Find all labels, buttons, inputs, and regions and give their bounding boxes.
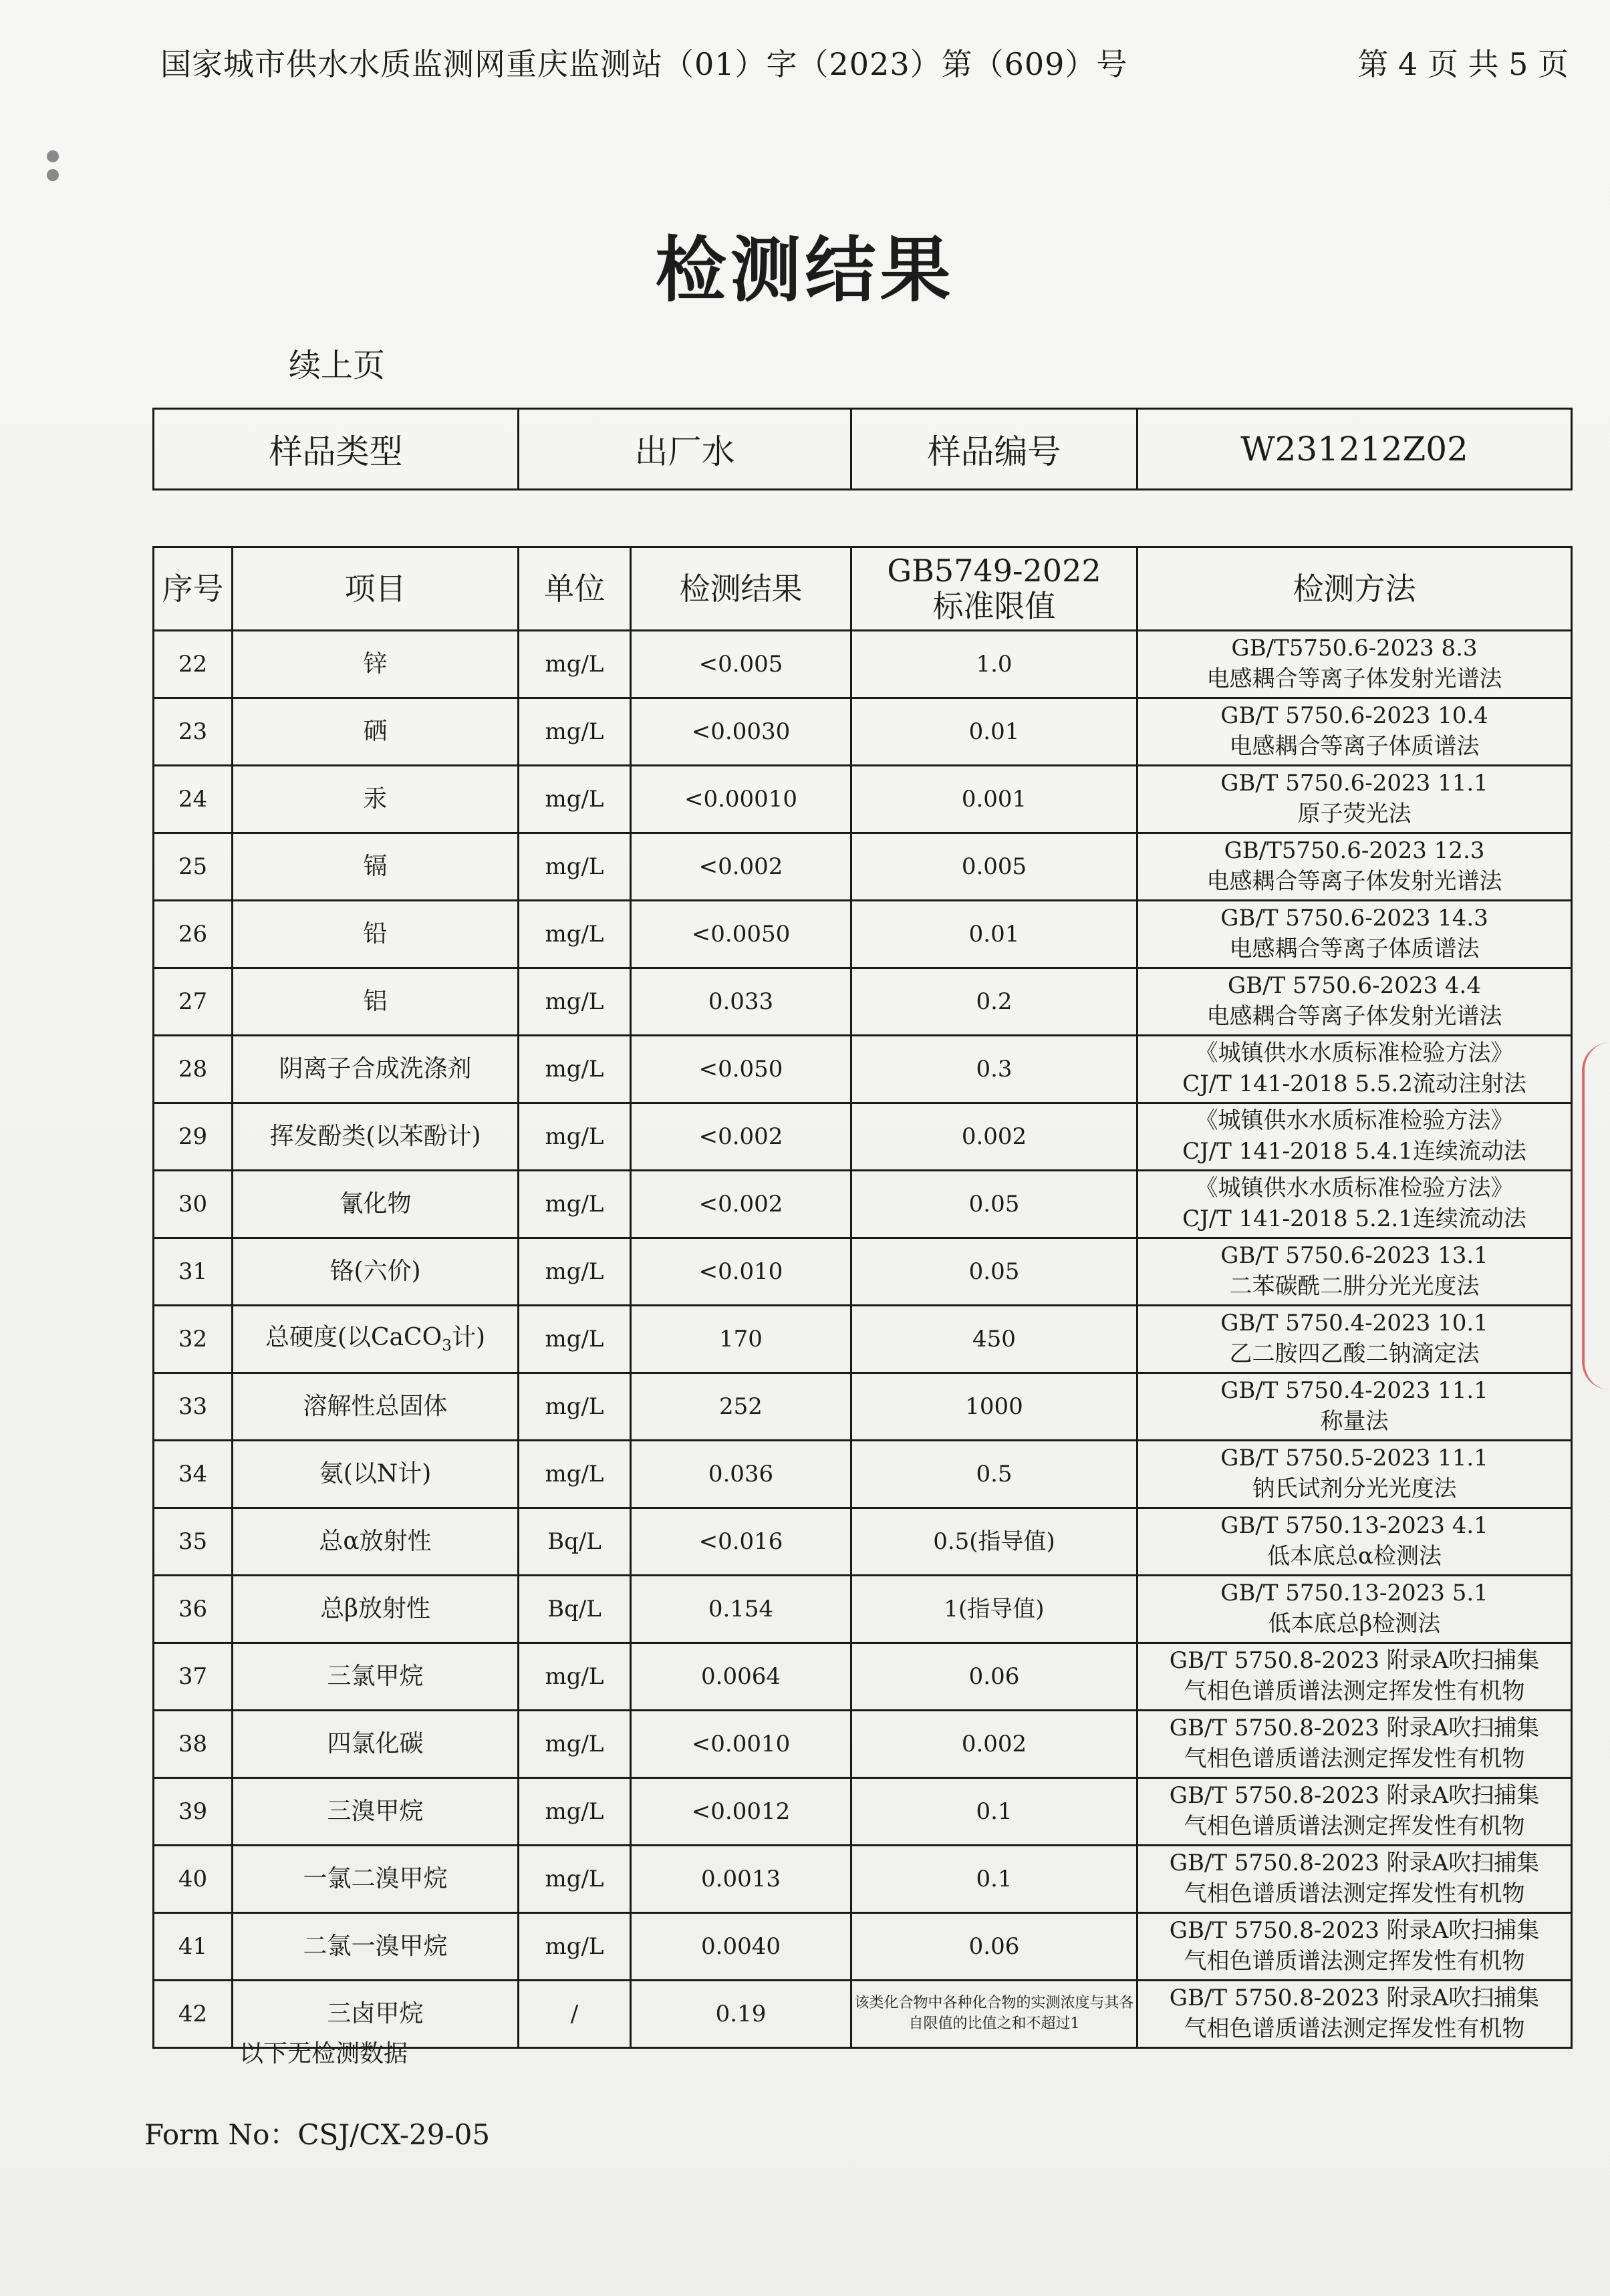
- seq-cell: 32: [154, 1306, 233, 1373]
- table-row: [154, 1711, 1572, 1778]
- method-standard: GB/T 5750.8-2023 附录A吹扫捕集: [1169, 1917, 1540, 1945]
- method-name: 气相色谱质谱法测定挥发性有机物: [1184, 1678, 1525, 1705]
- limit-cell: 0.01: [851, 901, 1137, 968]
- report-number-header: 国家城市供水水质监测网重庆监测站（01）字（2023）第（609）号: [160, 46, 1128, 82]
- form-number: Form No：CSJ/CX-29-05: [144, 2118, 491, 2151]
- item-cell: 阴离子合成洗涤剂: [233, 1036, 519, 1103]
- limit-cell: 450: [851, 1306, 1137, 1373]
- seq-cell: 27: [154, 968, 233, 1036]
- table-row: [154, 1373, 1572, 1441]
- method-cell: [1137, 631, 1572, 698]
- result-cell: <0.0050: [631, 901, 851, 968]
- table-row: [154, 1846, 1572, 1913]
- limit-cell: 0.2: [851, 968, 1137, 1036]
- method-cell: [1137, 1711, 1572, 1778]
- method-cell: [1137, 766, 1572, 833]
- unit-cell: mg/L: [519, 833, 631, 901]
- method-cell: [1137, 1171, 1572, 1238]
- method-name: 电感耦合等离子体发射光谱法: [1206, 868, 1502, 895]
- result-cell: 252: [631, 1373, 851, 1441]
- method-name: 气相色谱质谱法测定挥发性有机物: [1184, 2015, 1525, 2042]
- limit-cell: 1(指导值): [851, 1576, 1137, 1643]
- red-seal-edge: [1582, 1042, 1610, 1390]
- method-name: 电感耦合等离子体发射光谱法: [1206, 666, 1502, 692]
- header-limit: [851, 547, 1137, 631]
- item-cell: 氰化物: [233, 1171, 519, 1238]
- method-name: CJ/T 141-2018 5.2.1连续流动法: [1182, 1205, 1526, 1232]
- result-cell: <0.002: [631, 833, 851, 901]
- method-standard: GB/T 5750.13-2023 5.1: [1220, 1580, 1488, 1607]
- result-cell: 170: [631, 1306, 851, 1373]
- unit-cell: mg/L: [519, 766, 631, 833]
- seq-cell: 34: [154, 1441, 233, 1508]
- limit-cell: 0.001: [851, 766, 1137, 833]
- table-row: [154, 1778, 1572, 1846]
- seq-cell: 38: [154, 1711, 233, 1778]
- continued-label: 续上页: [289, 347, 386, 384]
- method-standard: GB/T 5750.6-2023 13.1: [1220, 1242, 1488, 1270]
- method-name: 原子荧光法: [1297, 801, 1412, 827]
- seq-cell: 31: [154, 1238, 233, 1306]
- method-cell: [1137, 968, 1572, 1036]
- method-standard: 《城镇供水水质标准检验方法》: [1195, 1175, 1514, 1202]
- method-standard: GB/T 5750.6-2023 4.4: [1228, 972, 1481, 1000]
- sample-type-value: 出厂水: [519, 409, 851, 490]
- table-row: [154, 631, 1572, 698]
- method-standard: 《城镇供水水质标准检验方法》: [1195, 1040, 1514, 1067]
- header-item: 项目: [233, 547, 519, 631]
- header-result: 检测结果: [631, 547, 851, 631]
- method-name: 乙二胺四乙酸二钠滴定法: [1229, 1340, 1480, 1367]
- seq-cell: 36: [154, 1576, 233, 1643]
- seq-cell: 23: [154, 698, 233, 766]
- method-standard: GB/T 5750.5-2023 11.1: [1220, 1445, 1488, 1472]
- item-cell: 总β放射性: [233, 1576, 519, 1643]
- result-cell: 0.0040: [631, 1913, 851, 1981]
- result-cell: <0.00010: [631, 766, 851, 833]
- seq-cell: 29: [154, 1103, 233, 1171]
- method-name: 电感耦合等离子体质谱法: [1229, 733, 1480, 760]
- seq-cell: 22: [154, 631, 233, 698]
- unit-cell: mg/L: [519, 1643, 631, 1711]
- limit-cell: 0.01: [851, 698, 1137, 766]
- method-name: 气相色谱质谱法测定挥发性有机物: [1184, 1813, 1525, 1840]
- seq-cell: 26: [154, 901, 233, 968]
- method-standard: GB/T 5750.13-2023 4.1: [1220, 1512, 1488, 1540]
- limit-cell: 0.005: [851, 833, 1137, 901]
- result-cell: 0.033: [631, 968, 851, 1036]
- limit-cell: 0.06: [851, 1643, 1137, 1711]
- seq-cell: 41: [154, 1913, 233, 1981]
- punch-hole-mark: [47, 169, 59, 181]
- seq-cell: 42: [154, 1981, 233, 2048]
- result-cell: <0.0010: [631, 1711, 851, 1778]
- unit-cell: mg/L: [519, 1171, 631, 1238]
- unit-cell: mg/L: [519, 1306, 631, 1373]
- unit-cell: mg/L: [519, 698, 631, 766]
- result-cell: 0.154: [631, 1576, 851, 1643]
- method-name: 电感耦合等离子体发射光谱法: [1206, 1003, 1502, 1030]
- unit-cell: mg/L: [519, 901, 631, 968]
- result-cell: <0.050: [631, 1036, 851, 1103]
- method-cell: [1137, 1306, 1572, 1373]
- table-row: [154, 1036, 1572, 1103]
- table-row: [154, 1913, 1572, 1981]
- result-cell: 0.19: [631, 1981, 851, 2048]
- table-row: [154, 1103, 1572, 1171]
- limit-cell: 0.002: [851, 1103, 1137, 1171]
- item-cell: 铬(六价): [233, 1238, 519, 1306]
- seq-cell: 24: [154, 766, 233, 833]
- item-cell: 镉: [233, 833, 519, 901]
- unit-cell: mg/L: [519, 1373, 631, 1441]
- seq-cell: 25: [154, 833, 233, 901]
- seq-cell: 28: [154, 1036, 233, 1103]
- method-name: 低本底总β检测法: [1268, 1610, 1441, 1637]
- table-row: [154, 833, 1572, 901]
- seq-cell: 33: [154, 1373, 233, 1441]
- method-name: 二苯碳酰二肼分光光度法: [1229, 1273, 1480, 1300]
- method-cell: [1137, 698, 1572, 766]
- table-row: [154, 1643, 1572, 1711]
- unit-cell: Bq/L: [519, 1576, 631, 1643]
- header-limit-label: 标准限值: [932, 588, 1056, 624]
- item-cell: 总α放射性: [233, 1508, 519, 1576]
- method-cell: [1137, 901, 1572, 968]
- results-table: [152, 546, 1573, 2049]
- sample-type-label: 样品类型: [154, 409, 519, 490]
- limit-cell: 0.3: [851, 1036, 1137, 1103]
- limit-cell: 0.05: [851, 1238, 1137, 1306]
- method-name: 气相色谱质谱法测定挥发性有机物: [1184, 1880, 1525, 1907]
- method-cell: [1137, 1373, 1572, 1441]
- header-limit-standard: GB5749-2022: [887, 553, 1101, 589]
- item-cell: 一氯二溴甲烷: [233, 1846, 519, 1913]
- result-cell: 0.0064: [631, 1643, 851, 1711]
- table-row: [154, 1238, 1572, 1306]
- item-cell: 挥发酚类(以苯酚计): [233, 1103, 519, 1171]
- result-cell: 0.036: [631, 1441, 851, 1508]
- method-cell: [1137, 1036, 1572, 1103]
- result-cell: 0.0013: [631, 1846, 851, 1913]
- unit-cell: mg/L: [519, 968, 631, 1036]
- method-standard: GB/T 5750.6-2023 11.1: [1220, 770, 1488, 797]
- method-name: CJ/T 141-2018 5.4.1连续流动法: [1182, 1138, 1526, 1165]
- method-name: 电感耦合等离子体质谱法: [1229, 936, 1480, 962]
- unit-cell: mg/L: [519, 1846, 631, 1913]
- punch-hole-mark: [47, 150, 59, 162]
- method-cell: [1137, 1981, 1572, 2048]
- unit-cell: mg/L: [519, 1036, 631, 1103]
- table-row: [154, 698, 1572, 766]
- item-cell: 总硬度(以CaCO$_3$计): [233, 1306, 519, 1373]
- method-cell: [1137, 1778, 1572, 1846]
- seq-cell: 35: [154, 1508, 233, 1576]
- seq-cell: 39: [154, 1778, 233, 1846]
- header-method: 检测方法: [1137, 547, 1572, 631]
- limit-cell: 该类化合物中各种化合物的实测浓度与其各自限值的比值之和不超过1: [851, 1981, 1137, 2048]
- method-standard: GB/T 5750.8-2023 附录A吹扫捕集: [1169, 1850, 1540, 1877]
- header-unit: 单位: [519, 547, 631, 631]
- method-cell: [1137, 833, 1572, 901]
- table-row: [154, 1508, 1572, 1576]
- method-cell: [1137, 1913, 1572, 1981]
- seq-cell: 40: [154, 1846, 233, 1913]
- method-name: CJ/T 141-2018 5.5.2流动注射法: [1182, 1070, 1526, 1097]
- table-row: [154, 901, 1572, 968]
- sample-info-row: [154, 409, 1572, 490]
- method-cell: [1137, 1238, 1572, 1306]
- limit-cell: 0.5: [851, 1441, 1137, 1508]
- unit-cell: mg/L: [519, 631, 631, 698]
- limit-cell: 0.1: [851, 1846, 1137, 1913]
- item-cell: 溶解性总固体: [233, 1373, 519, 1441]
- item-cell: 铝: [233, 968, 519, 1036]
- limit-cell: 1000: [851, 1373, 1137, 1441]
- result-cell: <0.016: [631, 1508, 851, 1576]
- method-name: 气相色谱质谱法测定挥发性有机物: [1184, 1948, 1525, 1975]
- method-standard: GB/T 5750.8-2023 附录A吹扫捕集: [1169, 1647, 1540, 1675]
- method-name: 钠氏试剂分光光度法: [1252, 1475, 1457, 1502]
- seq-cell: 37: [154, 1643, 233, 1711]
- method-cell: [1137, 1846, 1572, 1913]
- header-seq: 序号: [154, 547, 233, 631]
- item-cell: 三溴甲烷: [233, 1778, 519, 1846]
- method-cell: [1137, 1441, 1572, 1508]
- sample-info-table: [152, 408, 1573, 490]
- method-cell: [1137, 1508, 1572, 1576]
- limit-cell: 0.002: [851, 1711, 1137, 1778]
- limit-cell: 0.1: [851, 1778, 1137, 1846]
- unit-cell: /: [519, 1981, 631, 2048]
- result-cell: <0.0030: [631, 698, 851, 766]
- method-standard: GB/T 5750.4-2023 10.1: [1220, 1310, 1488, 1337]
- limit-cell: 0.5(指导值): [851, 1508, 1137, 1576]
- no-more-data-note: 以下无检测数据: [239, 2040, 408, 2067]
- limit-cell: 0.06: [851, 1913, 1137, 1981]
- item-cell: 三氯甲烷: [233, 1643, 519, 1711]
- page-title: 检测结果: [655, 229, 955, 311]
- seq-cell: 30: [154, 1171, 233, 1238]
- table-header-row: [154, 547, 1572, 631]
- limit-cell: 1.0: [851, 631, 1137, 698]
- item-cell: 氨(以N计): [233, 1441, 519, 1508]
- table-row: [154, 1441, 1572, 1508]
- sample-id-label: 样品编号: [851, 409, 1137, 490]
- unit-cell: mg/L: [519, 1441, 631, 1508]
- method-standard: GB/T 5750.4-2023 11.1: [1220, 1377, 1488, 1405]
- table-row: [154, 766, 1572, 833]
- method-name: 称量法: [1320, 1408, 1389, 1435]
- unit-cell: mg/L: [519, 1913, 631, 1981]
- method-cell: [1137, 1576, 1572, 1643]
- unit-cell: mg/L: [519, 1103, 631, 1171]
- item-cell: 硒: [233, 698, 519, 766]
- result-cell: <0.005: [631, 631, 851, 698]
- table-row: [154, 1171, 1572, 1238]
- result-cell: <0.002: [631, 1103, 851, 1171]
- method-name: 低本底总α检测法: [1267, 1543, 1442, 1570]
- result-cell: <0.0012: [631, 1778, 851, 1846]
- item-cell: 锌: [233, 631, 519, 698]
- unit-cell: mg/L: [519, 1711, 631, 1778]
- method-standard: 《城镇供水水质标准检验方法》: [1195, 1107, 1514, 1135]
- unit-cell: Bq/L: [519, 1508, 631, 1576]
- method-standard: GB/T 5750.8-2023 附录A吹扫捕集: [1169, 1985, 1540, 2012]
- method-standard: GB/T5750.6-2023 12.3: [1224, 837, 1485, 865]
- method-standard: GB/T 5750.8-2023 附录A吹扫捕集: [1169, 1715, 1540, 1742]
- result-cell: <0.002: [631, 1171, 851, 1238]
- item-cell: 三卤甲烷: [233, 1981, 519, 2048]
- table-row: [154, 1306, 1572, 1373]
- page-indicator: 第 4 页 共 5 页: [1357, 46, 1569, 82]
- method-standard: GB/T5750.6-2023 8.3: [1231, 635, 1478, 662]
- item-cell: 二氯一溴甲烷: [233, 1913, 519, 1981]
- method-name: 气相色谱质谱法测定挥发性有机物: [1184, 1745, 1525, 1772]
- item-cell: 铅: [233, 901, 519, 968]
- table-row: [154, 1576, 1572, 1643]
- method-standard: GB/T 5750.8-2023 附录A吹扫捕集: [1169, 1782, 1540, 1810]
- method-cell: [1137, 1643, 1572, 1711]
- method-cell: [1137, 1103, 1572, 1171]
- item-cell: 四氯化碳: [233, 1711, 519, 1778]
- method-standard: GB/T 5750.6-2023 10.4: [1220, 702, 1488, 730]
- item-cell: 汞: [233, 766, 519, 833]
- unit-cell: mg/L: [519, 1238, 631, 1306]
- method-standard: GB/T 5750.6-2023 14.3: [1220, 905, 1488, 932]
- limit-cell: 0.05: [851, 1171, 1137, 1238]
- table-row: [154, 968, 1572, 1036]
- sample-id-value: W231212Z02: [1137, 409, 1572, 490]
- result-cell: <0.010: [631, 1238, 851, 1306]
- unit-cell: mg/L: [519, 1778, 631, 1846]
